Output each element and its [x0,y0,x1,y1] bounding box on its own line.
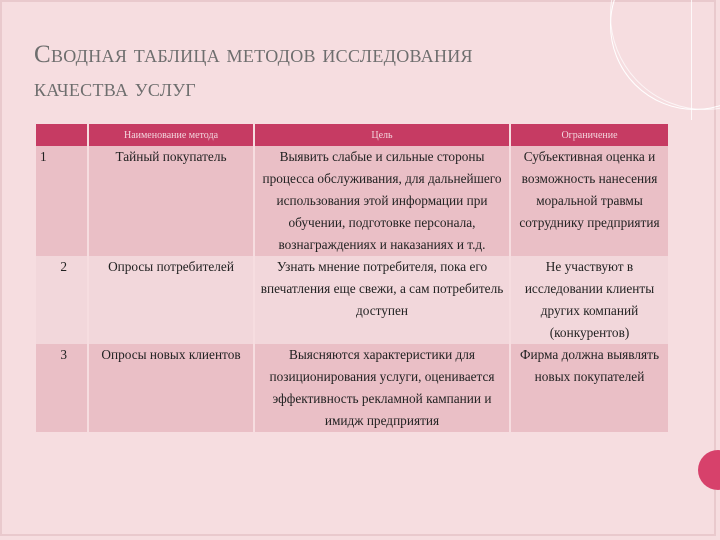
title-line-2: качества услуг [34,75,196,102]
limitation-cell: Субъективная оценка и возможность нанесения моральной травмы сотруднику предприятия [510,146,668,256]
header-limitation: Ограничение [510,124,668,146]
table-row [36,146,668,256]
goal-cell: Выявить слабые и сильные стороны процесса обслуживания, для дальнейшего использования этой информации при обучении, подготовке персонала, вознаграждениях и наказаниях и т.д. [254,146,510,256]
goal-cell: Выясняются характеристики для позиционирования услуги, оценивается эффективность рекламной кампании и имидж предприятия [254,344,510,432]
slide-title [34,38,674,106]
corner-line-decoration [691,0,692,120]
header-method: Наименование метода [88,124,254,146]
row-number: 1 [36,146,88,256]
limitation-cell: Не участвуют в исследовании клиенты других компаний (конкурентов) [510,256,668,344]
method-cell: Опросы потребителей [88,256,254,344]
table-row [36,256,668,344]
methods-table [36,124,668,432]
goal-cell: Узнать мнение потребителя, пока его впечатления еще свежи, а сам потребитель доступен [254,256,510,344]
table-header-row [36,124,668,146]
method-cell: Тайный покупатель [88,146,254,256]
row-number: 2 [36,256,88,344]
row-number: 3 [36,344,88,432]
limitation-cell: Фирма должна выявлять новых покупателей [510,344,668,432]
header-number [36,124,88,146]
method-cell: Опросы новых клиентов [88,344,254,432]
table-row [36,344,668,432]
title-line-1: Сводная таблица методов исследования [34,41,473,68]
header-goal: Цель [254,124,510,146]
